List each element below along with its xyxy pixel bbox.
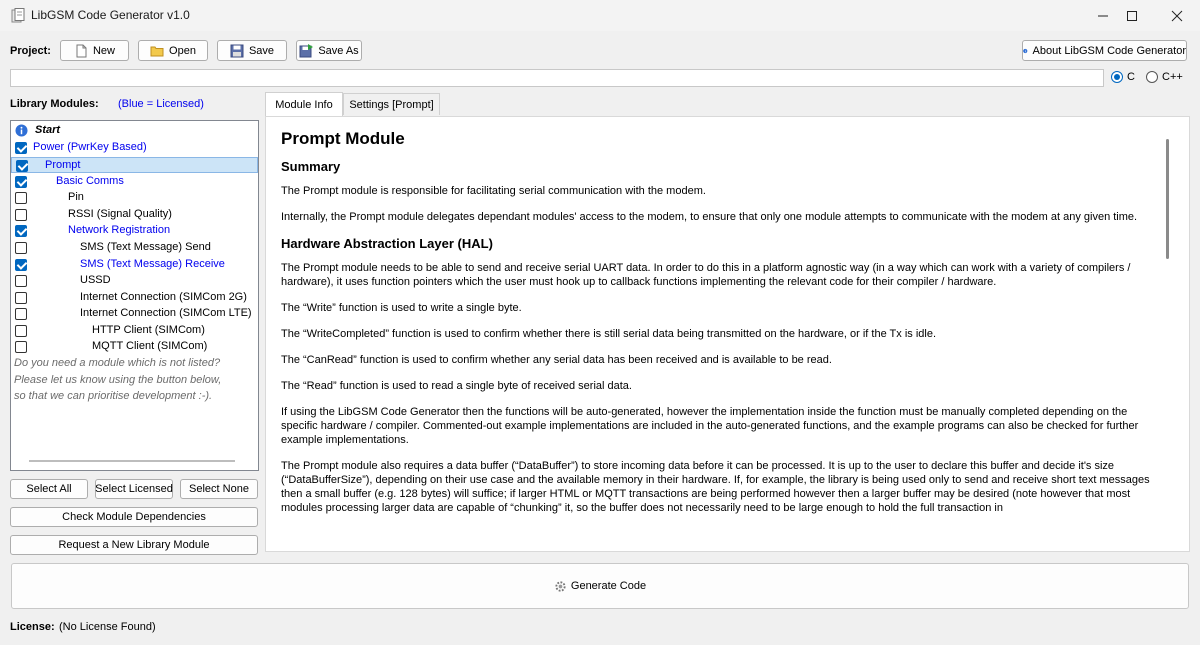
doc-paragraph: The “Read” function is used to read a single byte of received serial data. [281, 380, 632, 392]
language-radio-c[interactable] [1111, 71, 1135, 83]
doc-title: Prompt Module [281, 129, 405, 148]
tab-label: Settings [Prompt] [349, 98, 434, 111]
maximize-button[interactable] [1109, 0, 1155, 31]
doc-summary-heading: Summary [281, 159, 341, 174]
module-checkbox[interactable] [15, 192, 27, 204]
licensed-legend: (Blue = Licensed) [118, 98, 204, 110]
module-mqtt-client[interactable] [11, 339, 258, 355]
gear-icon [554, 580, 567, 593]
doc-paragraph: Internally, the Prompt module delegates dependant modules' access to the modem, to ensure that only one module attempts to communicate with the modem at any given time. [281, 211, 1138, 223]
library-modules-heading: Library Modules: [10, 98, 99, 110]
module-sms-send[interactable] [11, 240, 258, 256]
module-checkbox[interactable] [15, 259, 27, 271]
select-none-label: Select None [189, 483, 249, 495]
missing-module-note-line-1: Do you need a module which is not listed? [14, 357, 221, 369]
license-value: (No License Found) [59, 621, 156, 633]
language-radio-cpp[interactable] [1146, 71, 1183, 83]
module-doc [281, 126, 1151, 541]
generate-code-label: Generate Code [570, 580, 647, 592]
module-http-client[interactable] [11, 323, 258, 339]
about-button[interactable] [1022, 40, 1187, 61]
module-ussd[interactable] [11, 273, 258, 289]
doc-paragraph: The “Write” function is used to write a single byte. [281, 302, 522, 314]
module-label: SMS (Text Message) Send [80, 241, 211, 253]
module-label: Network Registration [68, 224, 171, 236]
module-basic-comms[interactable] [11, 174, 258, 190]
tab-module-info[interactable] [265, 92, 343, 116]
module-label: MQTT Client (SIMCom) [92, 340, 208, 352]
module-info-panel [265, 116, 1190, 552]
radio-c-label: C [1127, 71, 1135, 83]
module-pin[interactable] [11, 190, 258, 206]
module-label: Pin [68, 191, 84, 203]
tab-settings[interactable] [343, 93, 440, 115]
save-as-button[interactable] [296, 40, 362, 61]
module-checkbox[interactable] [15, 225, 27, 237]
select-none-button[interactable] [180, 479, 258, 499]
tab-label: Module Info [275, 98, 333, 111]
request-module-button[interactable] [10, 535, 258, 555]
module-checkbox[interactable] [15, 325, 27, 337]
open-button[interactable] [138, 40, 208, 61]
missing-module-note-line-2: Please let us know using the button below, [14, 374, 222, 386]
module-power[interactable] [11, 140, 258, 156]
module-internet-lte[interactable] [11, 306, 258, 322]
module-rssi[interactable] [11, 207, 258, 223]
module-internet-2g[interactable] [11, 290, 258, 306]
module-prompt[interactable] [11, 157, 258, 173]
license-label: License: [10, 621, 55, 633]
module-checkbox[interactable] [15, 209, 27, 221]
radio-cpp-label: C++ [1162, 71, 1183, 83]
new-file-icon [74, 44, 88, 58]
new-button-label: New [92, 44, 115, 57]
save-as-button-label: Save As [318, 44, 359, 57]
select-licensed-button[interactable] [95, 479, 173, 499]
save-button-label: Save [248, 44, 275, 57]
module-checkbox[interactable] [15, 242, 27, 254]
about-button-label: About LibGSM Code Generator [1032, 44, 1186, 57]
module-checkbox[interactable] [15, 341, 27, 353]
module-label: Basic Comms [56, 175, 124, 187]
module-label: Power (PwrKey Based) [33, 141, 147, 153]
new-button[interactable] [60, 40, 129, 61]
select-licensed-label: Select Licensed [95, 483, 173, 495]
module-network-registration[interactable] [11, 223, 258, 239]
request-module-label: Request a New Library Module [58, 539, 210, 551]
save-as-icon [299, 44, 313, 58]
maximize-icon [1126, 10, 1138, 22]
module-label: HTTP Client (SIMCom) [92, 324, 205, 336]
module-tree[interactable] [10, 120, 259, 471]
select-all-label: Select All [26, 483, 72, 495]
module-label: RSSI (Signal Quality) [68, 208, 172, 220]
doc-paragraph: The “CanRead” function is used to confirm whether any serial data has been received and is available to be read. [281, 354, 832, 366]
module-checkbox[interactable] [15, 142, 27, 154]
minimize-icon [1097, 10, 1109, 22]
module-checkbox[interactable] [15, 176, 27, 188]
radio-cpp-indicator [1146, 71, 1158, 83]
module-sms-receive[interactable] [11, 257, 258, 273]
module-label: Start [35, 124, 61, 136]
module-label: Prompt [45, 159, 81, 171]
module-checkbox[interactable] [15, 308, 27, 320]
floppy-disk-icon [230, 44, 244, 58]
doc-paragraph: The Prompt module is responsible for facilitating serial communication with the modem. [281, 185, 706, 197]
open-button-label: Open [169, 44, 196, 57]
output-path-field[interactable] [10, 69, 1104, 87]
module-checkbox[interactable] [16, 160, 28, 172]
module-checkbox[interactable] [15, 292, 27, 304]
check-dependencies-button[interactable] [10, 507, 258, 527]
close-button[interactable] [1154, 0, 1200, 31]
doc-paragraph: The “WriteCompleted” function is used to confirm whether there is still serial data being transmitted on the hardware, or if the Tx is idle. [281, 328, 937, 340]
doc-paragraph: The Prompt module also requires a data buffer (“DataBuffer”) to store incoming data before it can be processed. It is up to the user to declare this buffer and decide it's size (“DataBufferSize”), depending on their use case and the available memory in their hardware. If, for example, the library is being used only to send and receive short text messages then a small buffer (e.g. 128 bytes) will suffice; if larger HTML or MQTT transactions are being performed however then a larger buffer may be desired (note however that most modules processing larger data are capable of “chunking” it, so the buffer does not necessarily need to be large enough to hold the full transaction in [281, 460, 1150, 514]
doc-paragraph: The Prompt module needs to be able to send and receive serial UART data. In order to do this in a platform agnostic way (in a way which can work with a variety of compilers / hardware), it uses function pointers which the user must hook up to callback functions implementing the relevant code for their compiler / hardware. [281, 262, 1131, 288]
scrollbar-thumb[interactable] [1166, 139, 1169, 259]
module-label: SMS (Text Message) Receive [80, 258, 225, 270]
folder-icon [150, 44, 164, 58]
window-title: LibGSM Code Generator v1.0 [31, 8, 190, 22]
project-label: Project: [10, 45, 51, 57]
module-label: Internet Connection (SIMCom 2G) [80, 291, 247, 303]
info-icon [15, 124, 28, 137]
doc-scrollbar[interactable] [1164, 125, 1178, 545]
horizontal-scrollbar[interactable] [29, 460, 235, 462]
close-icon [1171, 10, 1183, 22]
module-start[interactable] [11, 123, 258, 139]
module-label: USSD [80, 274, 111, 286]
info-icon [1023, 44, 1028, 58]
save-button[interactable] [217, 40, 287, 61]
check-dependencies-label: Check Module Dependencies [62, 511, 206, 523]
generate-code-button[interactable] [11, 563, 1189, 609]
missing-module-note-line-3: so that we can prioritise development :-). [14, 390, 213, 402]
doc-hal-heading: Hardware Abstraction Layer (HAL) [281, 236, 493, 251]
radio-c-indicator [1111, 71, 1123, 83]
module-label: Internet Connection (SIMCom LTE) [80, 307, 252, 319]
title-bar [0, 0, 1200, 31]
select-all-button[interactable] [10, 479, 88, 499]
doc-paragraph: If using the LibGSM Code Generator then the functions will be auto-generated, however the implementation inside the function must be manually completed depending on the specific hardware / compiler. Commented-out example implementations are included in the auto-generated functions, and the example programs can also be checked for further example implementations. [281, 406, 1139, 446]
app-icon [11, 8, 25, 23]
module-checkbox[interactable] [15, 275, 27, 287]
